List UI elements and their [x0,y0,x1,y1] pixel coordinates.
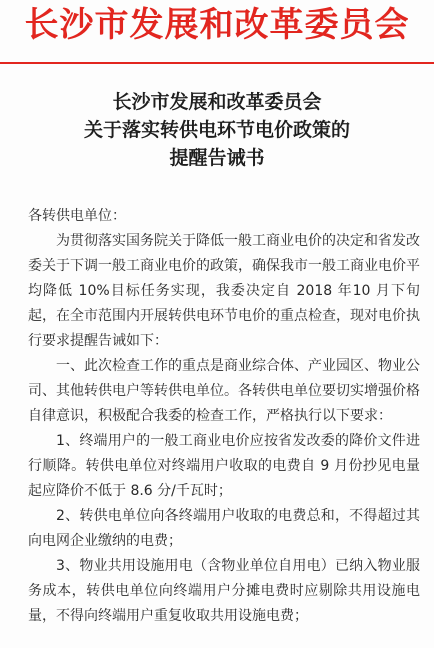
masthead-title: 长沙市发展和改革委员会 [24,5,410,45]
masthead-red-rule [0,62,434,64]
salutation: 各转供电单位： [28,208,126,224]
title-line-3: 提醒告诫书 [169,147,265,169]
document-body [28,204,420,629]
paragraph-intro: 为贯彻落实国务院关于降低一般工商业电价的决定和省发改委关于下调一般工商业电价的政策，确保我市一般工商业电价平均降低 10%目标任务实现，我委决定自 2018 年10 月下旬起，在全市范围内开展转供电环节电价的重点检查，现对电价执行要求提醒告诫如下： [28,233,420,349]
title-line-2: 关于落实转供电环节电价政策的 [83,119,350,141]
paragraph-item-2: 2、转供电单位向各终端用户收取的电费总和，不得超过其向电网企业缴纳的电费； [28,508,420,549]
paragraph-item-1: 1、终端用户的一般工商业电价应按省发改委的降价文件进行顺降。转供电单位对终端用户收取的电费自 9 月份抄见电量起应降价不低于 8.6 分/千瓦时； [28,433,420,499]
document-title [0,88,434,172]
paragraph-item-3: 3、物业共用设施用电（含物业单位自用电）已纳入物业服务成本，转供电单位向终端用户分摊电费时应剔除共用设施电量，不得向终端用户重复收取共用设施电费； [28,558,420,624]
title-line-1: 长沙市发展和改革委员会 [112,91,322,113]
paragraph-section-1: 一、此次检查工作的重点是商业综合体、产业园区、物业公司、其他转供电户等转供电单位。各转供电单位要切实增强价格自律意识，积极配合我委的检查工作，严格执行以下要求： [28,358,420,424]
